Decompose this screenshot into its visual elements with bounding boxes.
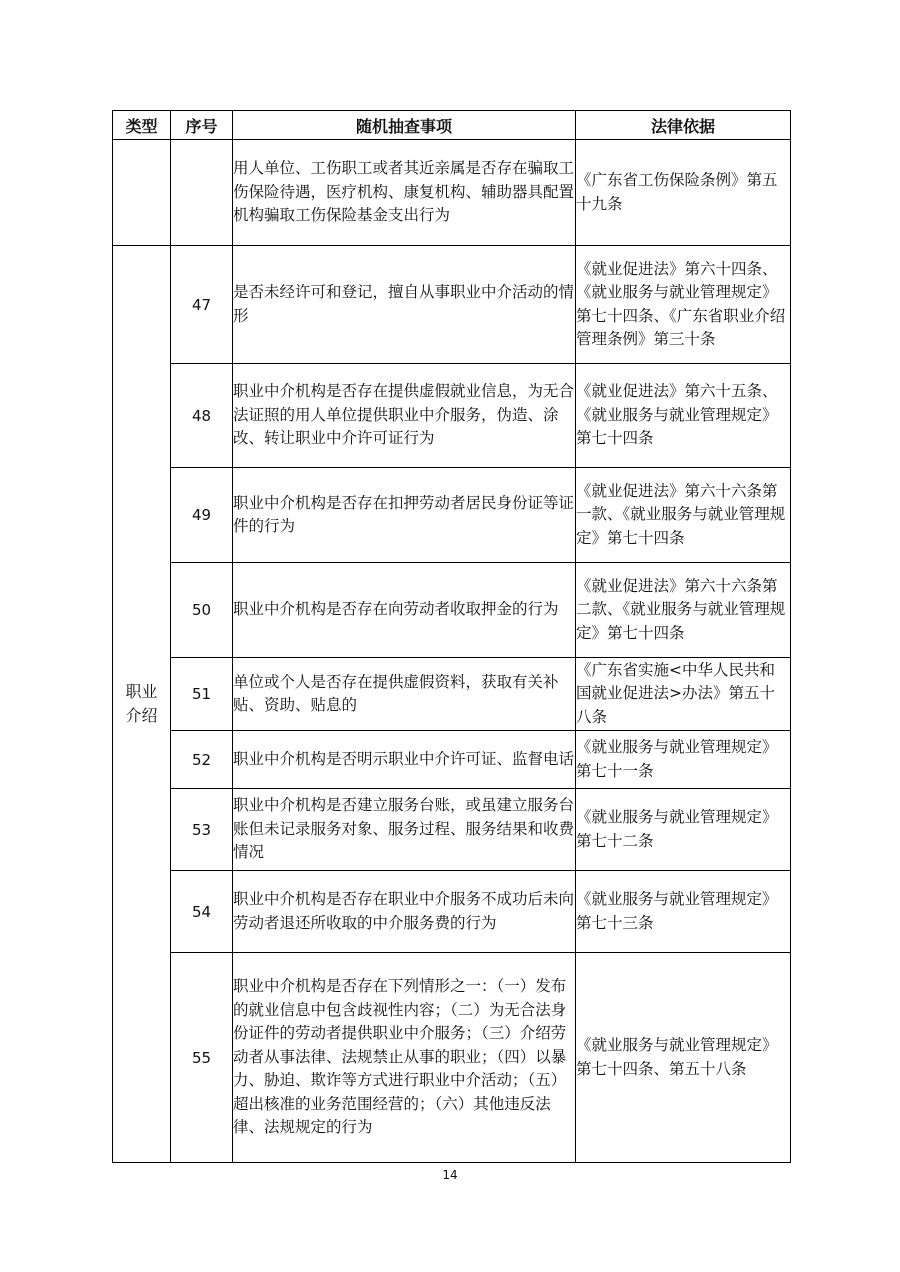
law-cell: 《就业促进法》第六十六条第二款、《就业服务与就业管理规定》第七十四条: [576, 563, 791, 658]
table-row: [113, 789, 791, 871]
item-cell: 职业中介机构是否存在职业中介服务不成功后未向劳动者退还所收取的中介服务费的行为: [233, 871, 576, 953]
item-cell: 是否未经许可和登记，擅自从事职业中介活动的情形: [233, 246, 576, 364]
number-cell: 54: [171, 871, 233, 953]
number-cell: 52: [171, 731, 233, 789]
type-cell-group: [113, 246, 171, 1163]
law-cell: 《就业服务与就业管理规定》第七十一条: [576, 731, 791, 789]
item-cell: 职业中介机构是否存在下列情形之一：（一）发布的就业信息中包含歧视性内容；（二）为无合法身份证件的劳动者提供职业中介服务；（三）介绍劳动者从事法律、法规禁止从事的职业；（四）以暴力、胁迫、欺诈等方式进行职业中介活动；（五）超出核准的业务范围经营的；（六）其他违反法律、法规规定的行为: [233, 953, 576, 1163]
table-row: [113, 658, 791, 731]
item-cell: 职业中介机构是否明示职业中介许可证、监督电话: [233, 731, 576, 789]
table-row: [113, 731, 791, 789]
law-cell: 《就业服务与就业管理规定》第七十四条、第五十八条: [576, 953, 791, 1163]
number-cell: 53: [171, 789, 233, 871]
item-cell: 职业中介机构是否存在向劳动者收取押金的行为: [233, 563, 576, 658]
law-cell: 《广东省实施<中华人民共和国就业促进法>办法》第五十八条: [576, 658, 791, 731]
inspection-table: [112, 110, 791, 1163]
header-number: 序号: [171, 111, 233, 140]
type-cell: [113, 140, 171, 246]
header-item: 随机抽查事项: [233, 111, 576, 140]
item-cell: 用人单位、工伤职工或者其近亲属是否存在骗取工伤保险待遇，医疗机构、康复机构、辅助器具配置机构骗取工伤保险基金支出行为: [233, 140, 576, 246]
law-cell: 《就业促进法》第六十六条第一款、《就业服务与就业管理规定》第七十四条: [576, 468, 791, 563]
table-header-row: [113, 111, 791, 140]
header-law: 法律依据: [576, 111, 791, 140]
number-cell: 48: [171, 364, 233, 468]
number-cell: 47: [171, 246, 233, 364]
item-cell: 单位或个人是否存在提供虚假资料，获取有关补贴、资助、贴息的: [233, 658, 576, 731]
law-cell: 《就业服务与就业管理规定》第七十二条: [576, 789, 791, 871]
table-row: [113, 953, 791, 1163]
table-row: [113, 871, 791, 953]
number-cell: 50: [171, 563, 233, 658]
table-row: [113, 246, 791, 364]
table-row: [113, 468, 791, 563]
table-row: [113, 364, 791, 468]
law-cell: 《广东省工伤保险条例》第五十九条: [576, 140, 791, 246]
number-cell: 49: [171, 468, 233, 563]
law-cell: 《就业服务与就业管理规定》第七十三条: [576, 871, 791, 953]
law-cell: 《就业促进法》第六十四条、《就业服务与就业管理规定》第七十四条、《广东省职业介绍管理条例》第三十条: [576, 246, 791, 364]
group-type-label: 职业介绍: [125, 682, 158, 725]
law-cell: 《就业促进法》第六十五条、《就业服务与就业管理规定》第七十四条: [576, 364, 791, 468]
table-row: [113, 563, 791, 658]
number-cell: 55: [171, 953, 233, 1163]
number-cell: 51: [171, 658, 233, 731]
item-cell: 职业中介机构是否建立服务台账，或虽建立服务台账但未记录服务对象、服务过程、服务结果和收费情况: [233, 789, 576, 871]
page-number: 14: [442, 1168, 458, 1182]
number-cell: [171, 140, 233, 246]
item-cell: 职业中介机构是否存在提供虚假就业信息，为无合法证照的用人单位提供职业中介服务，伪造、涂改、转让职业中介许可证行为: [233, 364, 576, 468]
item-cell: 职业中介机构是否存在扣押劳动者居民身份证等证件的行为: [233, 468, 576, 563]
header-type: 类型: [113, 111, 171, 140]
table-row-continued: [113, 140, 791, 246]
